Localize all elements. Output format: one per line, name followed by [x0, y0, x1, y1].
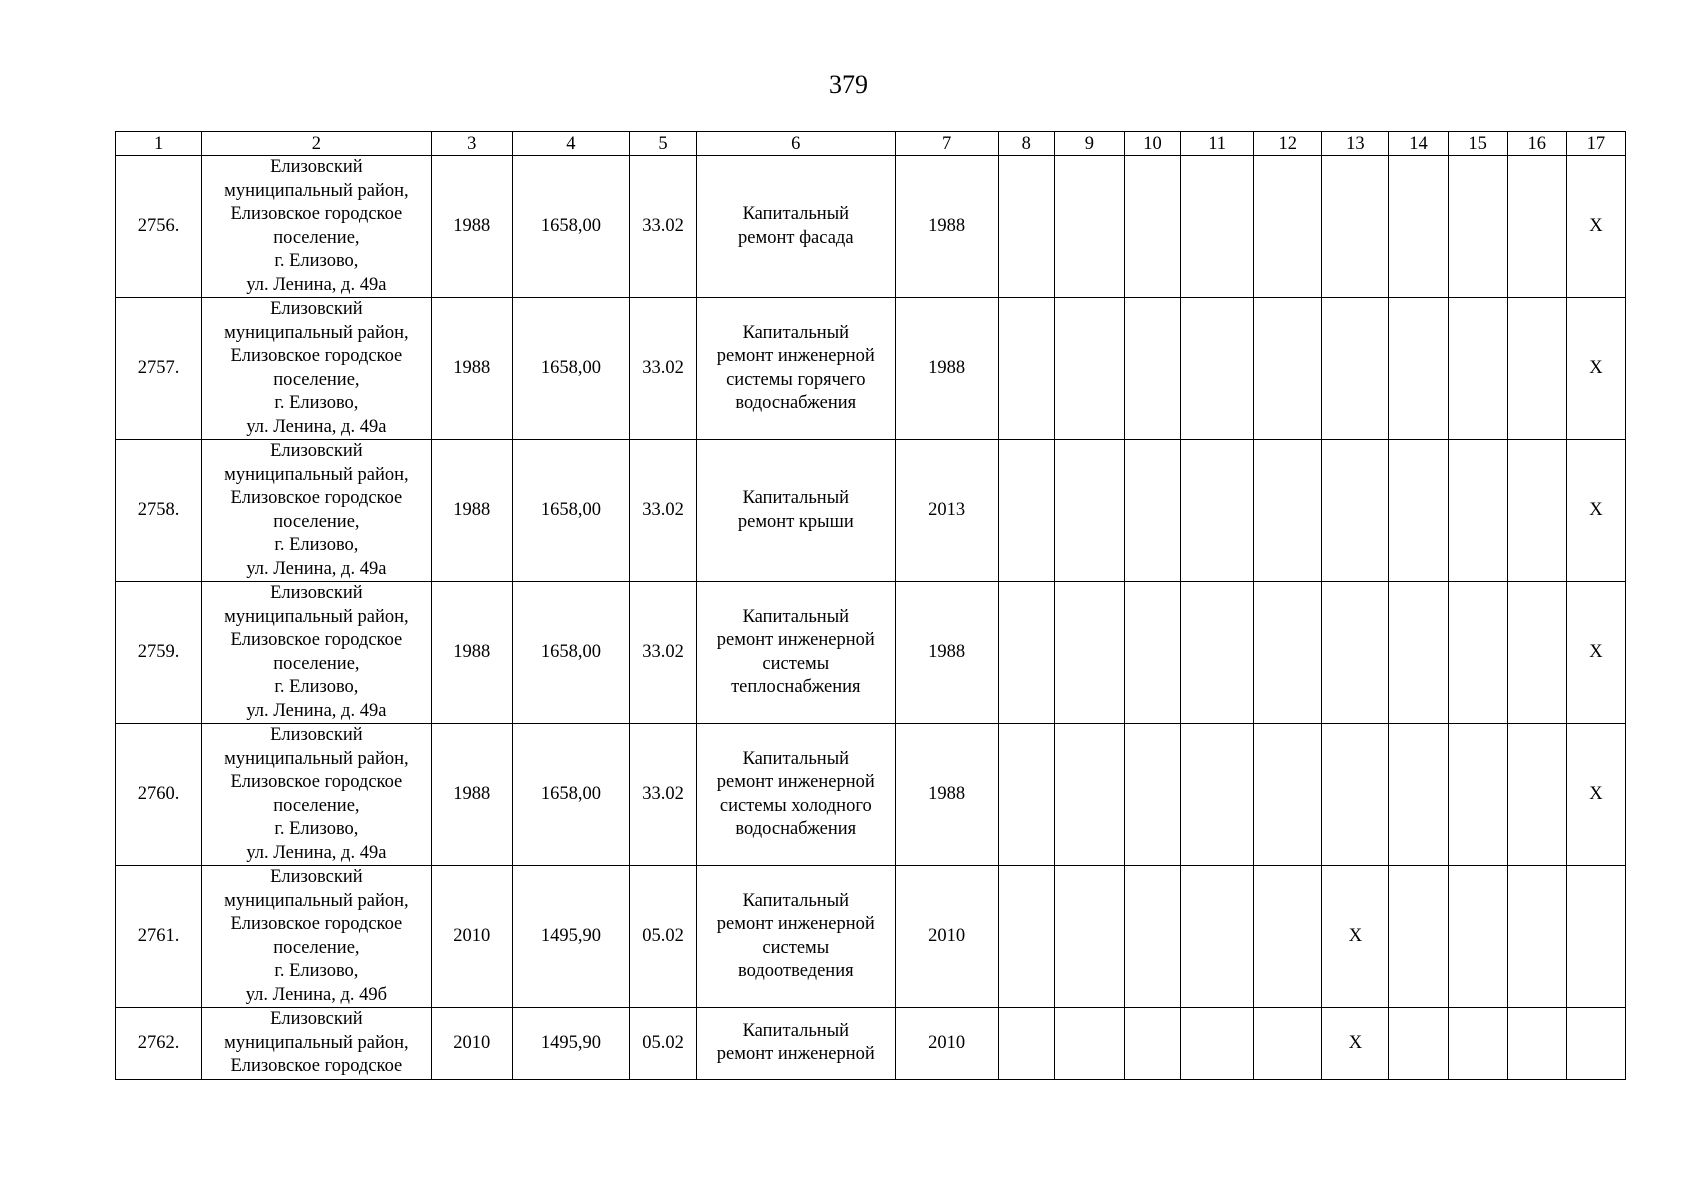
work-type-line: ремонт фасада — [738, 227, 854, 248]
period-cell-11 — [1181, 440, 1254, 582]
period-cell-14 — [1389, 156, 1448, 298]
page-number: 379 — [829, 70, 868, 99]
work-type-cell — [697, 156, 895, 298]
work-type-line: теплоснабжения — [731, 677, 861, 697]
table-row — [116, 1008, 1626, 1080]
address-line: муниципальный район, — [224, 464, 409, 485]
table-row — [116, 582, 1626, 724]
work-type-line: системы — [762, 653, 830, 674]
table-row — [116, 440, 1626, 582]
address-line: ул. Ленина, д. 49б — [245, 984, 388, 1005]
period-cell-16 — [1507, 1008, 1566, 1080]
address-line: Елизовский — [270, 583, 363, 603]
period-cell-9 — [1054, 582, 1124, 724]
header-cell-16: 16 — [1507, 132, 1566, 156]
address-line: г. Елизово, — [274, 819, 359, 839]
period-cell-9 — [1054, 298, 1124, 440]
period-cell-16 — [1507, 582, 1566, 724]
work-type-cell — [697, 866, 895, 1008]
address-line: Елизовское городское — [230, 630, 403, 650]
address-cell — [202, 156, 431, 298]
planned-year-cell: 2010 — [895, 866, 998, 1008]
address-cell — [202, 440, 431, 582]
work-type-line: водоснабжения — [735, 819, 857, 839]
period-cell-13 — [1322, 724, 1389, 866]
address-line: ул. Ленина, д. 49а — [246, 274, 387, 295]
address-line: муниципальный район, — [224, 180, 409, 201]
address-line: ул. Ленина, д. 49а — [246, 700, 387, 721]
address-line: г. Елизово, — [274, 961, 359, 981]
period-cell-15 — [1448, 1008, 1507, 1080]
year-cell: 1988 — [431, 298, 512, 440]
period-cell-9 — [1054, 156, 1124, 298]
period-cell-10 — [1124, 724, 1180, 866]
address-line: Елизовское городское — [230, 488, 403, 508]
period-cell-8 — [998, 1008, 1054, 1080]
address-line: г. Елизово, — [274, 393, 359, 413]
work-type-line: системы горячего — [726, 369, 866, 390]
area-cell: 1658,00 — [512, 156, 629, 298]
period-cell-8 — [998, 298, 1054, 440]
address-line: муниципальный район, — [224, 606, 409, 627]
area-cell: 1495,90 — [512, 866, 629, 1008]
period-cell-8 — [998, 866, 1054, 1008]
work-type-cell — [697, 724, 895, 866]
address-line: муниципальный район, — [224, 1032, 409, 1053]
planned-year-cell: 1988 — [895, 724, 998, 866]
address-cell — [202, 1008, 431, 1080]
header-cell-5: 5 — [629, 132, 696, 156]
work-type-line: Капитальный — [742, 748, 850, 769]
address-line: Елизовский — [270, 725, 363, 745]
header-cell-2: 2 — [202, 132, 431, 156]
area-cell: 1658,00 — [512, 440, 629, 582]
code-cell: 33.02 — [629, 582, 696, 724]
year-cell: 1988 — [431, 582, 512, 724]
row-number-cell: 2760. — [116, 724, 202, 866]
code-cell: 33.02 — [629, 298, 696, 440]
address-line: муниципальный район, — [224, 748, 409, 769]
address-line: г. Елизово, — [274, 535, 359, 555]
address-cell — [202, 724, 431, 866]
period-cell-17: X — [1566, 156, 1625, 298]
period-cell-9 — [1054, 440, 1124, 582]
work-type-line: водоснабжения — [735, 393, 857, 413]
work-type-line: ремонт крыши — [737, 511, 854, 532]
period-cell-10 — [1124, 440, 1180, 582]
period-cell-14 — [1389, 866, 1448, 1008]
area-cell: 1658,00 — [512, 582, 629, 724]
address-cell — [202, 866, 431, 1008]
year-cell: 1988 — [431, 156, 512, 298]
address-line: Елизовское городское — [230, 772, 403, 792]
period-cell-11 — [1181, 298, 1254, 440]
address-line: муниципальный район, — [224, 322, 409, 343]
table-row — [116, 724, 1626, 866]
address-cell — [202, 582, 431, 724]
work-type-line: системы — [762, 937, 830, 958]
address-line: поселение, — [273, 369, 360, 390]
period-cell-11 — [1181, 724, 1254, 866]
period-cell-12 — [1254, 866, 1322, 1008]
planned-year-cell: 1988 — [895, 156, 998, 298]
period-cell-16 — [1507, 156, 1566, 298]
planned-year-cell: 1988 — [895, 582, 998, 724]
period-cell-8 — [998, 724, 1054, 866]
year-cell: 2010 — [431, 866, 512, 1008]
header-cell-1: 1 — [116, 132, 202, 156]
header-cell-6: 6 — [697, 132, 895, 156]
address-line: Елизовский — [270, 867, 363, 887]
period-cell-15 — [1448, 440, 1507, 582]
year-cell: 1988 — [431, 724, 512, 866]
planned-year-cell: 2010 — [895, 1008, 998, 1080]
period-cell-9 — [1054, 724, 1124, 866]
planned-year-cell: 1988 — [895, 298, 998, 440]
work-type-line: Капитальный — [742, 890, 850, 911]
code-cell: 33.02 — [629, 440, 696, 582]
planned-year-cell: 2013 — [895, 440, 998, 582]
period-cell-12 — [1254, 440, 1322, 582]
address-line: поселение, — [273, 653, 360, 674]
period-cell-10 — [1124, 582, 1180, 724]
address-line: Елизовское городское — [230, 346, 403, 366]
period-cell-15 — [1448, 582, 1507, 724]
code-cell: 33.02 — [629, 724, 696, 866]
area-cell: 1495,90 — [512, 1008, 629, 1080]
address-line: Елизовский — [270, 1009, 363, 1029]
period-cell-13 — [1322, 440, 1389, 582]
period-cell-8 — [998, 156, 1054, 298]
table-row — [116, 156, 1626, 298]
address-line: Елизовский — [270, 157, 363, 177]
capital-repair-table — [115, 131, 1626, 1080]
work-type-line: Капитальный — [742, 488, 850, 508]
work-type-line: Капитальный — [742, 1020, 850, 1041]
address-line: поселение, — [273, 795, 360, 816]
period-cell-15 — [1448, 866, 1507, 1008]
period-cell-17: X — [1566, 440, 1625, 582]
code-cell: 05.02 — [629, 1008, 696, 1080]
period-cell-17: X — [1566, 298, 1625, 440]
address-line: муниципальный район, — [224, 890, 409, 911]
period-cell-14 — [1389, 582, 1448, 724]
work-type-line: Капитальный — [742, 322, 850, 343]
code-cell: 05.02 — [629, 866, 696, 1008]
period-cell-17: X — [1566, 582, 1625, 724]
period-cell-10 — [1124, 866, 1180, 1008]
work-type-cell — [697, 440, 895, 582]
period-cell-11 — [1181, 156, 1254, 298]
work-type-line: Капитальный — [742, 204, 850, 224]
period-cell-13 — [1322, 298, 1389, 440]
area-cell: 1658,00 — [512, 298, 629, 440]
work-type-cell — [697, 298, 895, 440]
work-type-line: водоотведения — [738, 961, 854, 981]
year-cell: 1988 — [431, 440, 512, 582]
work-type-line: ремонт инженерной — [716, 630, 875, 650]
address-line: ул. Ленина, д. 49а — [246, 558, 387, 579]
row-number-cell: 2757. — [116, 298, 202, 440]
address-line: Елизовский — [270, 441, 363, 461]
header-cell-8: 8 — [998, 132, 1054, 156]
period-cell-13 — [1322, 156, 1389, 298]
address-line: поселение, — [273, 511, 360, 532]
row-number-cell: 2758. — [116, 440, 202, 582]
address-line: поселение, — [273, 227, 360, 248]
header-cell-12: 12 — [1254, 132, 1322, 156]
work-type-line: Капитальный — [742, 606, 850, 627]
address-line: г. Елизово, — [274, 251, 359, 271]
period-cell-13 — [1322, 582, 1389, 724]
period-cell-12 — [1254, 298, 1322, 440]
period-cell-14 — [1389, 724, 1448, 866]
period-cell-15 — [1448, 156, 1507, 298]
period-cell-8 — [998, 582, 1054, 724]
period-cell-14 — [1389, 440, 1448, 582]
work-type-line: ремонт инженерной — [716, 346, 875, 366]
code-cell: 33.02 — [629, 156, 696, 298]
address-line: Елизовское городское — [230, 204, 403, 224]
header-cell-15: 15 — [1448, 132, 1507, 156]
period-cell-13: X — [1322, 866, 1389, 1008]
period-cell-16 — [1507, 866, 1566, 1008]
period-cell-16 — [1507, 724, 1566, 866]
table-row — [116, 298, 1626, 440]
address-line: Елизовское городское — [230, 914, 403, 934]
period-cell-10 — [1124, 1008, 1180, 1080]
row-number-cell: 2756. — [116, 156, 202, 298]
header-cell-7: 7 — [895, 132, 998, 156]
header-cell-4: 4 — [512, 132, 629, 156]
period-cell-16 — [1507, 298, 1566, 440]
address-line: г. Елизово, — [274, 677, 359, 697]
header-cell-13: 13 — [1322, 132, 1389, 156]
address-line: Елизовское городское — [230, 1056, 403, 1076]
header-cell-3: 3 — [431, 132, 512, 156]
period-cell-13: X — [1322, 1008, 1389, 1080]
period-cell-11 — [1181, 582, 1254, 724]
period-cell-14 — [1389, 298, 1448, 440]
table-row — [116, 866, 1626, 1008]
work-type-cell — [697, 582, 895, 724]
address-cell — [202, 298, 431, 440]
area-cell: 1658,00 — [512, 724, 629, 866]
period-cell-17 — [1566, 866, 1625, 1008]
address-line: ул. Ленина, д. 49а — [246, 416, 387, 437]
period-cell-15 — [1448, 724, 1507, 866]
period-cell-16 — [1507, 440, 1566, 582]
period-cell-15 — [1448, 298, 1507, 440]
period-cell-9 — [1054, 1008, 1124, 1080]
header-row — [116, 132, 1626, 156]
period-cell-12 — [1254, 156, 1322, 298]
header-cell-11: 11 — [1181, 132, 1254, 156]
work-type-line: системы холодного — [719, 795, 872, 816]
period-cell-11 — [1181, 866, 1254, 1008]
period-cell-12 — [1254, 724, 1322, 866]
row-number-cell: 2759. — [116, 582, 202, 724]
year-cell: 2010 — [431, 1008, 512, 1080]
row-number-cell: 2762. — [116, 1008, 202, 1080]
table-body — [116, 156, 1626, 1080]
address-line: Елизовский — [270, 299, 363, 319]
work-type-cell — [697, 1008, 895, 1080]
work-type-line: ремонт инженерной — [716, 1044, 875, 1065]
address-line: поселение, — [273, 937, 360, 958]
work-type-line: ремонт инженерной — [716, 772, 875, 792]
header-cell-14: 14 — [1389, 132, 1448, 156]
header-cell-10: 10 — [1124, 132, 1180, 156]
period-cell-12 — [1254, 1008, 1322, 1080]
address-line: ул. Ленина, д. 49а — [246, 842, 387, 863]
period-cell-17: X — [1566, 724, 1625, 866]
period-cell-10 — [1124, 298, 1180, 440]
period-cell-11 — [1181, 1008, 1254, 1080]
period-cell-12 — [1254, 582, 1322, 724]
period-cell-8 — [998, 440, 1054, 582]
work-type-line: ремонт инженерной — [716, 914, 875, 934]
header-cell-9: 9 — [1054, 132, 1124, 156]
period-cell-14 — [1389, 1008, 1448, 1080]
period-cell-9 — [1054, 866, 1124, 1008]
period-cell-17 — [1566, 1008, 1625, 1080]
row-number-cell: 2761. — [116, 866, 202, 1008]
header-cell-17: 17 — [1566, 132, 1625, 156]
period-cell-10 — [1124, 156, 1180, 298]
